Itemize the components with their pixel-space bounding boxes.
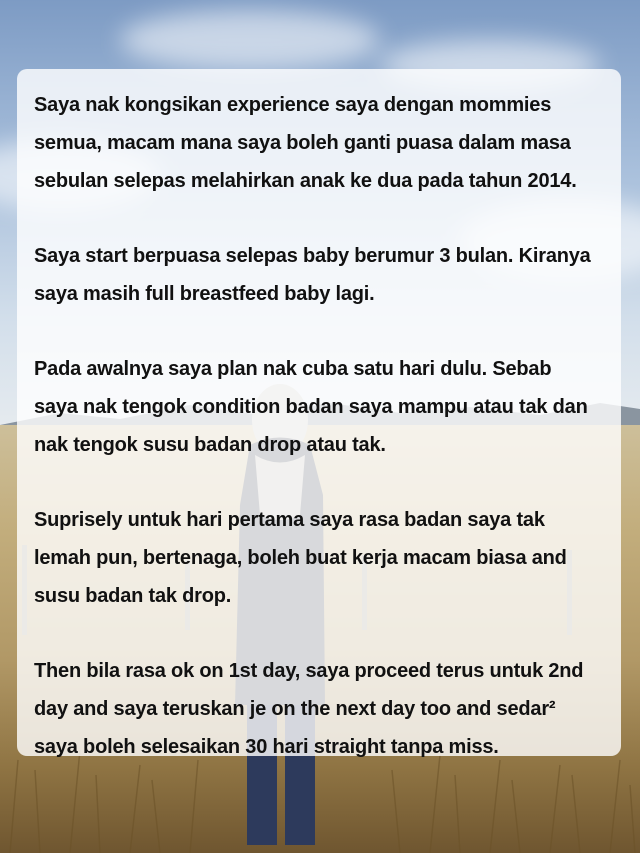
paragraph-start: Saya start berpuasa selepas baby berumur 3 bulan. Kiranya saya masih full breastfeed baby lagi. bbox=[34, 245, 591, 305]
paragraph-plan: Pada awalnya saya plan nak cuba satu hari dulu. Sebab saya nak tengok condition badan saya mampu atau tak dan nak tengok susu badan drop atau tak. bbox=[34, 358, 588, 456]
paragraph-first-day: Suprisely untuk hari pertama saya rasa badan saya tak lemah pun, bertenaga, boleh buat kerja macam biasa and susu badan tak drop. bbox=[34, 509, 567, 607]
paragraph-result: Then bila rasa ok on 1st day, saya proceed terus untuk 2nd day and saya teruskan je on the next day too and sedar² saya boleh selesaikan 30 hari straight tanpa miss. bbox=[34, 660, 584, 758]
story-text bbox=[34, 86, 619, 766]
paragraph-intro: Saya nak kongsikan experience saya dengan mommies semua, macam mana saya boleh ganti puasa dalam masa sebulan selepas melahirkan anak ke dua pada tahun 2014. bbox=[34, 94, 577, 192]
cloud bbox=[120, 10, 380, 70]
